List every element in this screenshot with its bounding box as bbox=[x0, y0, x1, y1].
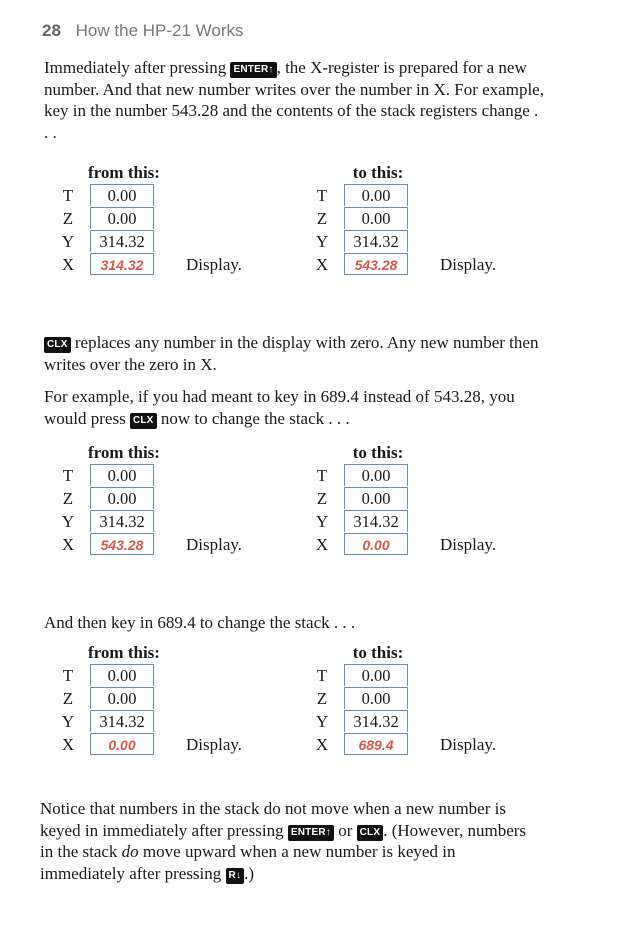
chapter-title: How the HP-21 Works bbox=[75, 21, 244, 40]
key-in-paragraph bbox=[44, 612, 544, 634]
register-value-z: 0.00 bbox=[90, 487, 154, 509]
register-value-y: 314.32 bbox=[344, 510, 408, 532]
register-label-y: Y bbox=[315, 512, 329, 531]
from-this-label: from this: bbox=[88, 643, 160, 662]
register-value-t: 0.00 bbox=[90, 184, 154, 206]
register-label-t: T bbox=[316, 666, 328, 685]
example-paragraph bbox=[44, 386, 544, 429]
register-label-y: Y bbox=[61, 512, 75, 531]
register-value-z: 0.00 bbox=[90, 207, 154, 229]
register-value-x: 543.28 bbox=[344, 253, 408, 275]
display-label: Display. bbox=[186, 735, 243, 754]
register-value-x: 0.00 bbox=[344, 533, 408, 555]
intro-text-a: Immediately after pressing bbox=[44, 58, 227, 77]
notice-text-b: or bbox=[333, 820, 357, 840]
register-label-z: Z bbox=[62, 689, 74, 708]
register-value-x: 689.4 bbox=[344, 733, 408, 755]
display-label: Display. bbox=[186, 535, 243, 554]
clx-key-icon: CLX bbox=[44, 337, 71, 353]
register-value-y: 314.32 bbox=[90, 230, 154, 252]
notice-text-f: .) bbox=[244, 863, 255, 883]
register-label-t: T bbox=[316, 186, 328, 205]
register-value-t: 0.00 bbox=[344, 464, 408, 486]
register-value-z: 0.00 bbox=[344, 487, 408, 509]
register-label-y: Y bbox=[315, 232, 329, 251]
register-label-t: T bbox=[62, 186, 74, 205]
register-label-x: X bbox=[315, 535, 329, 554]
notice-text-a: Notice that numbers in the stack do not move when a new number is keyed in immediately after pressing bbox=[40, 799, 506, 840]
display-label: Display. bbox=[186, 255, 243, 274]
roll-down-key-icon: R↓ bbox=[226, 868, 245, 884]
register-value-x: 543.28 bbox=[90, 533, 154, 555]
register-value-y: 314.32 bbox=[344, 230, 408, 252]
register-value-y: 314.32 bbox=[344, 710, 408, 732]
register-label-t: T bbox=[62, 466, 74, 485]
to-this-label: to this: bbox=[352, 163, 404, 182]
from-this-label: from this: bbox=[88, 163, 160, 182]
register-value-z: 0.00 bbox=[344, 687, 408, 709]
register-value-z: 0.00 bbox=[344, 207, 408, 229]
clx-paragraph bbox=[44, 332, 542, 375]
register-value-y: 314.32 bbox=[90, 510, 154, 532]
register-label-y: Y bbox=[61, 712, 75, 731]
key-in-text: And then key in 689.4 to change the stack . . . bbox=[44, 613, 356, 632]
register-label-z: Z bbox=[316, 489, 328, 508]
register-label-x: X bbox=[61, 535, 75, 554]
display-label: Display. bbox=[440, 255, 497, 274]
example-text-a: For example, if you had meant to key in 689.4 instead of 543.28, you would press bbox=[44, 387, 515, 428]
register-label-x: X bbox=[315, 255, 329, 274]
register-value-t: 0.00 bbox=[90, 664, 154, 686]
register-label-y: Y bbox=[315, 712, 329, 731]
clx-key-icon: CLX bbox=[130, 413, 157, 429]
intro-text-b: , the X-register is prepared for a new number. And that new number writes over the number in X. For example, key in the number 543.28 and the contents of the stack registers change . . . bbox=[44, 58, 544, 142]
clx-text: replaces any number in the display with zero. Any new number then writes over the zero in X. bbox=[44, 333, 539, 374]
enter-key-icon: ENTER↑ bbox=[230, 62, 276, 78]
register-value-z: 0.00 bbox=[90, 687, 154, 709]
register-label-z: Z bbox=[62, 489, 74, 508]
register-label-z: Z bbox=[62, 209, 74, 228]
register-value-t: 0.00 bbox=[344, 664, 408, 686]
register-label-x: X bbox=[61, 255, 75, 274]
register-value-x: 0.00 bbox=[90, 733, 154, 755]
register-label-t: T bbox=[316, 466, 328, 485]
register-value-y: 314.32 bbox=[90, 710, 154, 732]
register-label-z: Z bbox=[316, 689, 328, 708]
enter-key-icon: ENTER↑ bbox=[288, 825, 334, 841]
clx-key-icon: CLX bbox=[357, 825, 384, 841]
notice-text-d: do bbox=[121, 842, 139, 861]
to-this-label: to this: bbox=[352, 443, 404, 462]
register-value-t: 0.00 bbox=[90, 464, 154, 486]
register-label-z: Z bbox=[316, 209, 328, 228]
page-number: 28 bbox=[42, 21, 61, 40]
register-label-x: X bbox=[61, 735, 75, 754]
notice-text-c: . (However, numbers in the stack bbox=[40, 820, 527, 861]
register-label-x: X bbox=[315, 735, 329, 754]
register-value-x: 314.32 bbox=[90, 253, 154, 275]
intro-paragraph bbox=[44, 57, 544, 143]
display-label: Display. bbox=[440, 735, 497, 754]
display-label: Display. bbox=[440, 535, 497, 554]
notice-text-e: move upward when a new number is keyed in immediately after pressing bbox=[40, 842, 456, 883]
register-label-y: Y bbox=[61, 232, 75, 251]
register-label-t: T bbox=[62, 666, 74, 685]
notice-paragraph bbox=[40, 798, 540, 884]
from-this-label: from this: bbox=[88, 443, 160, 462]
to-this-label: to this: bbox=[352, 643, 404, 662]
example-text-b: now to change the stack . . . bbox=[156, 408, 350, 428]
register-value-t: 0.00 bbox=[344, 184, 408, 206]
page-header bbox=[42, 21, 244, 41]
